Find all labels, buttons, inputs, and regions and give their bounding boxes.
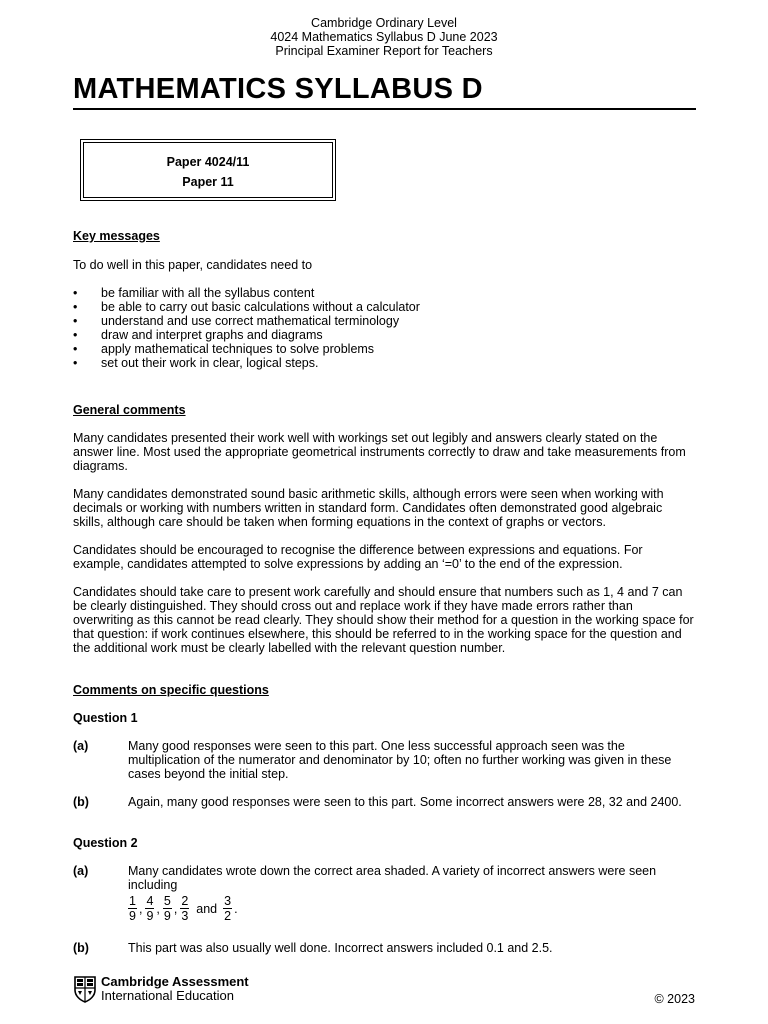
comma: , bbox=[156, 901, 160, 916]
specific-comments-heading: Comments on specific questions bbox=[73, 683, 269, 697]
part-text: This part was also usually well done. Incorrect answers included 0.1 and 2.5. bbox=[128, 941, 553, 955]
shield-icon bbox=[73, 975, 97, 1003]
question-2a-fractions bbox=[73, 893, 696, 923]
list-item: • set out their work in clear, logical steps. bbox=[73, 356, 696, 370]
question-1b bbox=[73, 795, 696, 809]
list-item: • be familiar with all the syllabus content bbox=[73, 286, 696, 300]
part-label: (b) bbox=[73, 941, 89, 955]
general-paragraph-2: Many candidates demonstrated sound basic arithmetic skills, although errors were seen when working with decimals or working with numbers written in standard form. Candidates often demonstrated good algebraic skills, although care should be taken when forming equations in the context of graphs or vectors. bbox=[73, 487, 664, 529]
logo-line-1: Cambridge Assessment bbox=[101, 974, 249, 989]
period: . bbox=[234, 901, 238, 916]
fraction: $\frac{2}{3}$ bbox=[181, 894, 189, 923]
general-paragraph-1: Many candidates presented their work well with workings set out legibly and answers clearly stated on the answer line. Most used the appropriate geometrical instruments correctly to draw and take measurements from diagrams. bbox=[73, 431, 686, 473]
page-title: MATHEMATICS SYLLABUS D bbox=[73, 70, 696, 110]
part-label: (b) bbox=[73, 795, 89, 809]
part-text: Again, many good responses were seen to this part. Some incorrect answers were 28, 32 and 2400. bbox=[128, 795, 682, 809]
key-messages-heading: Key messages bbox=[73, 229, 160, 243]
comma: , bbox=[173, 901, 178, 916]
fraction: $\frac{1}{9}$ bbox=[129, 894, 136, 923]
list-item: • draw and interpret graphs and diagrams bbox=[73, 328, 696, 342]
fraction: $\frac{4}{9}$ bbox=[146, 894, 154, 923]
cambridge-logo bbox=[73, 975, 249, 1003]
part-text: Many candidates wrote down the correct area shaded. A variety of incorrect answers were seen including bbox=[128, 864, 657, 892]
document-header bbox=[0, 16, 768, 58]
question-1-heading: Question 1 bbox=[73, 711, 138, 725]
question-2a bbox=[73, 864, 696, 892]
header-line-3: Principal Examiner Report for Teachers bbox=[275, 44, 493, 58]
question-2-heading: Question 2 bbox=[73, 836, 138, 850]
fraction: $\frac{5}{9}$ bbox=[163, 894, 171, 923]
and-word: and bbox=[196, 901, 218, 916]
paper-code: Paper 4024/11 bbox=[166, 155, 250, 169]
fraction-list bbox=[128, 894, 696, 923]
list-item: • be able to carry out basic calculations without a calculator bbox=[73, 300, 696, 314]
question-1a bbox=[73, 739, 696, 781]
general-paragraph-4: Candidates should take care to present work carefully and should ensure that numbers such as 1, 4 and 7 can be clearly distinguished. They should cross out and replace work if they have made errors rather than overwriting as this cannot be read clearly. They should show their method for a question in the working space for that question: if work continues elsewhere, this should be referred to in the working space for the question and the additional work must be clearly labelled with the relevant question number. bbox=[73, 585, 694, 655]
header-line-1: Cambridge Ordinary Level bbox=[311, 16, 457, 30]
list-item: • apply mathematical techniques to solve problems bbox=[73, 342, 696, 356]
header-line-2: 4024 Mathematics Syllabus D June 2023 bbox=[270, 30, 498, 44]
key-messages-list bbox=[73, 286, 696, 370]
list-item: • understand and use correct mathematical terminology bbox=[73, 314, 696, 328]
general-comments-heading: General comments bbox=[73, 403, 186, 417]
part-label: (a) bbox=[73, 864, 89, 878]
key-messages-intro: To do well in this paper, candidates need to bbox=[73, 258, 313, 272]
paper-name: Paper 11 bbox=[182, 175, 234, 189]
paper-box bbox=[80, 139, 336, 201]
comma: , bbox=[138, 901, 143, 916]
copyright: © 2023 bbox=[654, 992, 695, 1006]
fraction: $\frac{3}{2}$ bbox=[224, 894, 232, 923]
question-2b bbox=[73, 941, 696, 955]
part-text: Many good responses were seen to this part. One less successful approach seen was the multiplication of the numerator and denominator by 10; often no further working was given in these cases beyond the initial step. bbox=[128, 739, 672, 781]
part-label: (a) bbox=[73, 739, 89, 753]
logo-line-2: International Education bbox=[101, 988, 234, 1003]
general-paragraph-3: Candidates should be encouraged to recognise the difference between expressions and equations. For example, candidates attempted to solve expressions by adding an ‘=0’ to the end of the expression. bbox=[73, 543, 643, 571]
